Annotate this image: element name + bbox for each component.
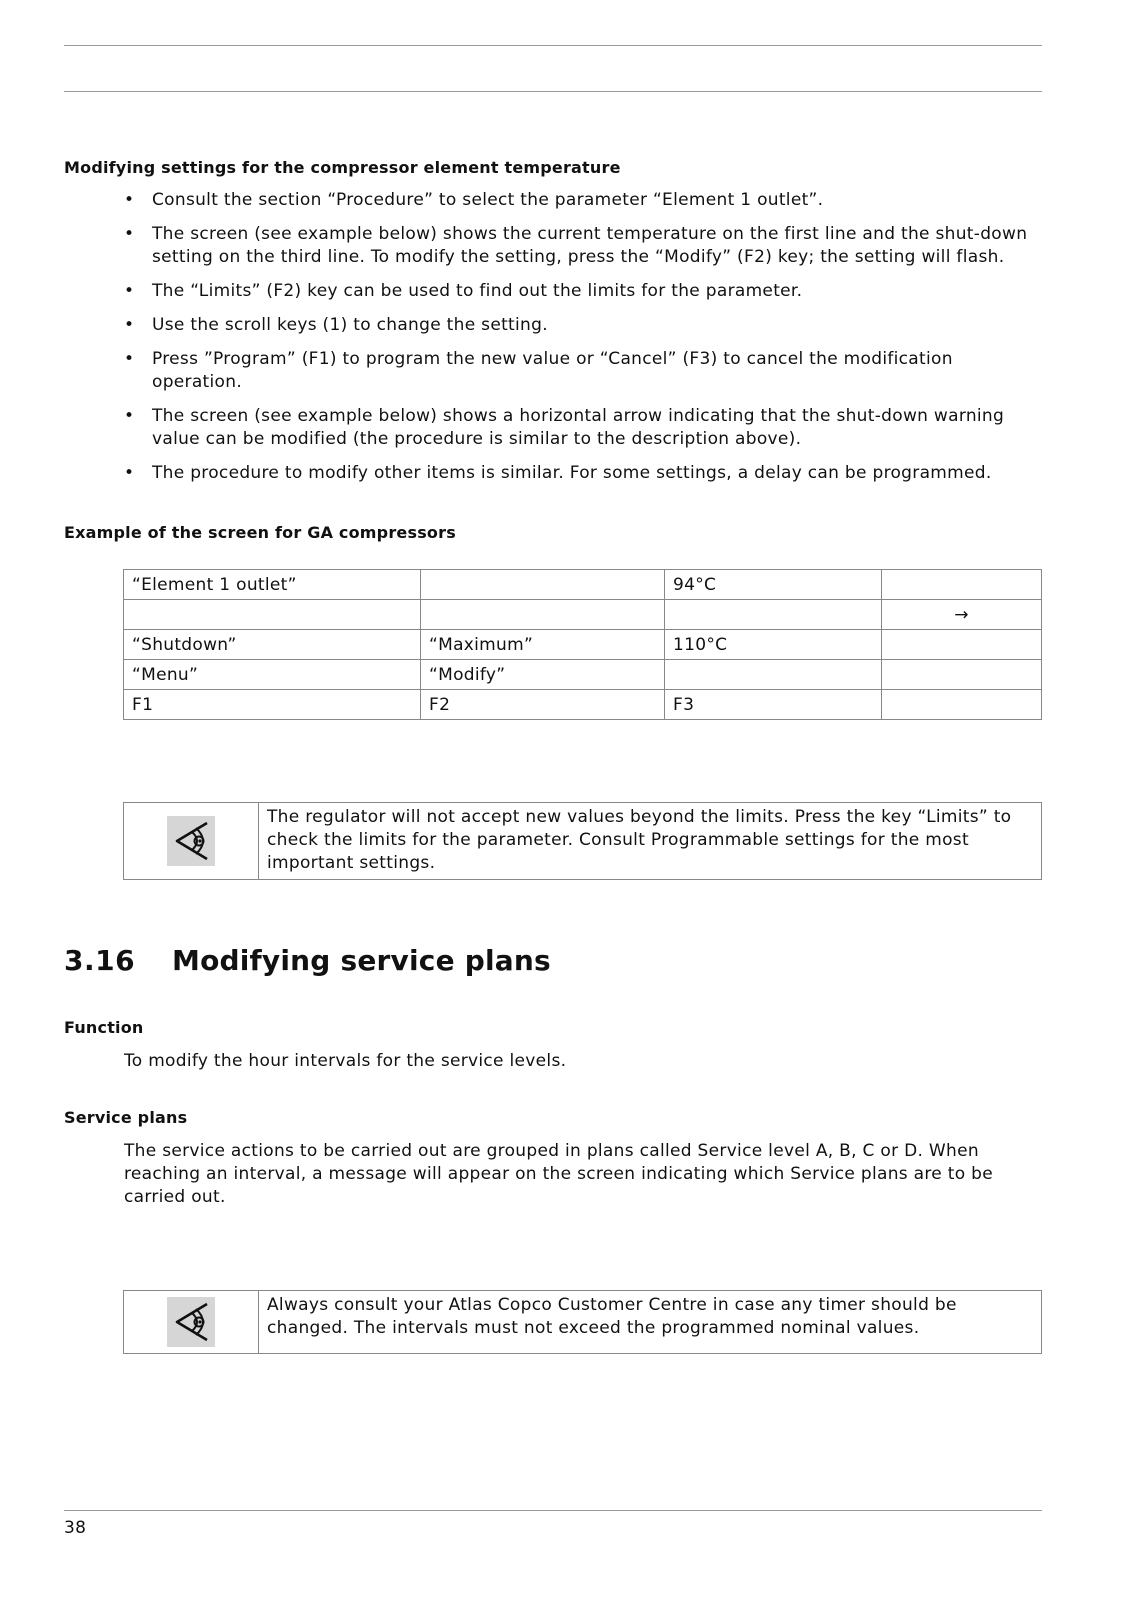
- footer-rule: [64, 1510, 1042, 1511]
- list-item: [124, 348, 1042, 394]
- list-item-text: Use the scroll keys (1) to change the setting.: [152, 315, 548, 335]
- list-item-text: The screen (see example below) shows the current temperature on the first line and the shut-down setting on the third line. To modify the setting, press the “Modify” (F2) key; the setting will flash.: [152, 224, 1028, 267]
- header-rule-top: [64, 45, 1042, 46]
- header-rule-bottom: [64, 91, 1042, 92]
- table-cell: [882, 630, 1042, 660]
- table-cell: “Menu”: [124, 660, 421, 690]
- instruction-list: [124, 189, 1042, 496]
- note-icon-cell: [124, 803, 259, 879]
- note-text: The regulator will not accept new values beyond the limits. Press the key “Limits” to check the limits for the parameter. Consult Programmable settings for the most important settings.: [267, 807, 1012, 873]
- section-title: Modifying service plans: [172, 944, 551, 977]
- table-row: [124, 630, 1042, 660]
- service-plans-text: The service actions to be carried out are grouped in plans called Service level A, B, C or D. When reaching an interval, a message will appear on the screen indicating which Service plans are to be carried out.: [124, 1141, 993, 1207]
- table-row: [124, 600, 1042, 630]
- eye-icon: [167, 816, 215, 866]
- table-cell: [665, 600, 882, 630]
- table-cell: [882, 660, 1042, 690]
- table-cell: “Element 1 outlet”: [124, 570, 421, 600]
- table-cell: [124, 600, 421, 630]
- example-screen-table: [123, 569, 1042, 720]
- arrow-right-icon: →: [882, 600, 1042, 630]
- list-item-text: The procedure to modify other items is similar. For some settings, a delay can be programmed.: [152, 463, 992, 483]
- table-cell: 94°C: [665, 570, 882, 600]
- table-row: [124, 690, 1042, 720]
- bullet-icon: •: [124, 406, 135, 426]
- bullet-icon: •: [124, 190, 135, 210]
- table-cell: “Shutdown”: [124, 630, 421, 660]
- example-heading: Example of the screen for GA compressors: [64, 523, 456, 542]
- table-cell: [665, 660, 882, 690]
- service-plans-heading: Service plans: [64, 1108, 188, 1127]
- note-text: Always consult your Atlas Copco Customer Centre in case any timer should be changed. The intervals must not exceed the programmed nominal values.: [267, 1295, 957, 1338]
- table-row: [124, 660, 1042, 690]
- table-cell: 110°C: [665, 630, 882, 660]
- table-cell: “Maximum”: [421, 630, 665, 660]
- table-cell: [882, 570, 1042, 600]
- list-item: [124, 189, 1042, 212]
- page-number: 38: [64, 1518, 87, 1538]
- section-number: 3.16: [64, 944, 136, 977]
- table-cell: F2: [421, 690, 665, 720]
- bullet-icon: •: [124, 281, 135, 301]
- note-icon-cell: [124, 1291, 259, 1353]
- list-item: [124, 462, 1042, 485]
- table-cell: [421, 570, 665, 600]
- list-item: [124, 280, 1042, 303]
- section-heading-element-temperature: Modifying settings for the compressor element temperature: [64, 158, 621, 177]
- table-cell: F3: [665, 690, 882, 720]
- eye-icon: [167, 1297, 215, 1347]
- bullet-icon: •: [124, 224, 135, 244]
- table-cell: F1: [124, 690, 421, 720]
- function-heading: Function: [64, 1018, 144, 1037]
- list-item-text: The screen (see example below) shows a horizontal arrow indicating that the shut-down warning value can be modified (the procedure is similar to the description above).: [152, 406, 1005, 449]
- table-cell: “Modify”: [421, 660, 665, 690]
- function-text: To modify the hour intervals for the service levels.: [124, 1051, 567, 1071]
- bullet-icon: •: [124, 315, 135, 335]
- table-cell: [421, 600, 665, 630]
- list-item-text: The “Limits” (F2) key can be used to find out the limits for the parameter.: [152, 281, 803, 301]
- bullet-icon: •: [124, 463, 135, 483]
- note-atlas-copco: [123, 1290, 1042, 1354]
- list-item: [124, 223, 1042, 269]
- bullet-icon: •: [124, 349, 135, 369]
- table-row: [124, 570, 1042, 600]
- list-item: [124, 314, 1042, 337]
- list-item-text: Consult the section “Procedure” to select the parameter “Element 1 outlet”.: [152, 190, 824, 210]
- note-limits: [123, 802, 1042, 880]
- list-item-text: Press ”Program” (F1) to program the new value or “Cancel” (F3) to cancel the modification operation.: [152, 349, 953, 392]
- table-cell: [882, 690, 1042, 720]
- list-item: [124, 405, 1042, 451]
